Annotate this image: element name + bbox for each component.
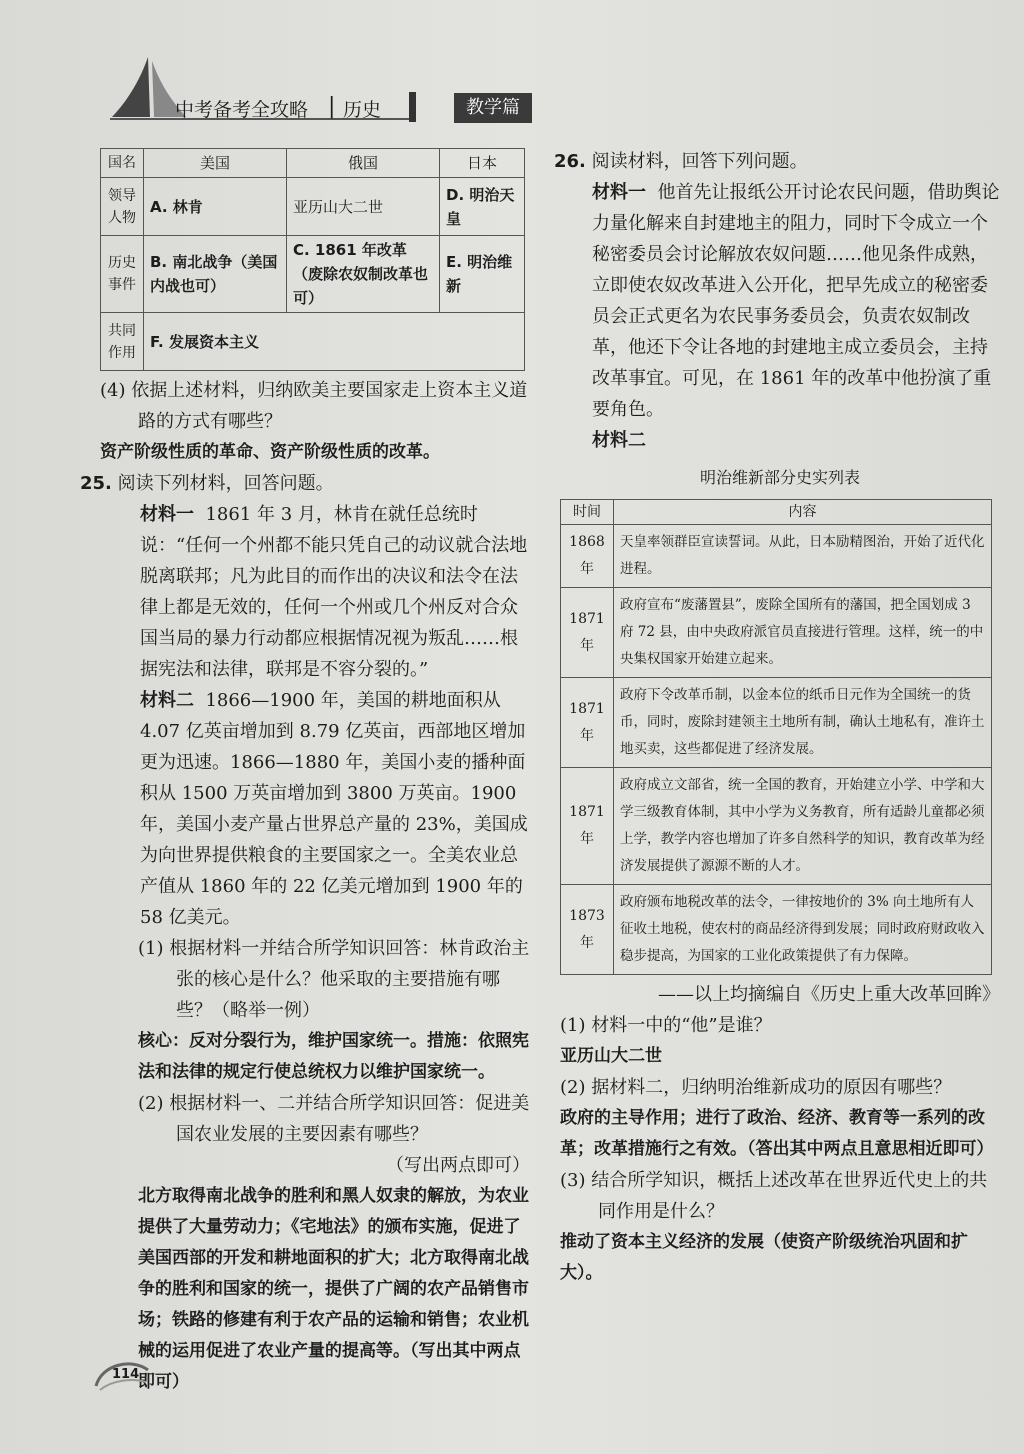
meiji-restoration-table: [560, 499, 992, 975]
table-cell: F. 发展资本主义: [144, 313, 525, 371]
table-row: [101, 313, 525, 371]
left-column: [80, 148, 530, 1398]
table-cell: 历史事件: [101, 236, 144, 313]
book-title: 中考备考全攻略: [175, 99, 309, 121]
table-row: [101, 178, 525, 236]
material-text: 1861 年 3 月，林肯在就任总统时说：“任何一个州都不能只凭自己的动议就合法地脱离联邦；凡为此目的而作出的决议和法令在法律上都是无效的，任何一个州或几个州反对合众国当局的暴力行动都应根据情况视为叛乱……根据宪法和法律，联邦是不容分裂的。”: [140, 504, 528, 680]
table-cell: 1871 年: [561, 768, 614, 885]
sub-label: (1): [138, 938, 164, 959]
answer-text: 北方取得南北战争的胜利和黑人奴隶的解放，为农业提供了大量劳动力；《宅地法》的颁布实施，促进了美国西部的开发和耕地面积的扩大；北方取得南北战争的胜利和国家的统一，提供了广阔的农产品销售市场；铁路的修建有利于农产品的运输和销售；农业机械的运用促进了农业产量的提高等。（写出其中两点即可）: [138, 1186, 529, 1392]
table-cell: 1871 年: [561, 588, 614, 678]
table-cell: 政府成立文部省，统一全国的教育，开始建立小学、中学和大学三级教育体制，其中小学为义务教育，所有适龄儿童都必须上学，教学内容也增加了许多自然科学的知识，教育改革为经济发展提供了源源不断的人才。: [614, 768, 992, 885]
table-cell: 1871 年: [561, 678, 614, 768]
note-text: （写出两点即可）: [386, 1155, 530, 1176]
question-number: 25.: [80, 473, 112, 494]
question-text: 阅读材料，回答下列问题。: [591, 151, 808, 172]
answer-text: 推动了资本主义经济的发展（使资产阶级统治巩固和扩大）。: [560, 1232, 968, 1283]
question-text: 根据材料一、二并结合所学知识回答：促进美国农业发展的主要因素有哪些？: [169, 1093, 530, 1145]
question-26-stem: [554, 146, 1000, 177]
subject-label: 历史: [343, 99, 382, 121]
table-cell: 天皇率领群臣宣读誓词。从此，日本励精图治，开始了近代化进程。: [614, 525, 992, 588]
sub-label: (3): [560, 1170, 586, 1191]
answer-text: 亚历山大二世: [560, 1046, 662, 1066]
material-1: [560, 177, 1000, 425]
source-text: ——以上均摘编自《历史上重大改革回眸》: [658, 984, 1000, 1005]
table-cell: 俄国: [287, 149, 440, 178]
material-label: 材料二: [140, 690, 194, 711]
question-text: 依据上述材料，归纳欧美主要国家走上资本主义道路的方式有哪些？: [131, 380, 528, 432]
table-row: [561, 768, 992, 885]
header-bar: [409, 92, 416, 122]
question-26-3: [560, 1165, 1000, 1227]
question-25-stem: [80, 468, 530, 499]
table-cell: 1868 年: [561, 525, 614, 588]
table-row: [561, 588, 992, 678]
material-1: [100, 499, 530, 685]
material-label: 材料一: [592, 182, 646, 203]
question-number: 26.: [554, 151, 586, 172]
material-text: 他首先让报纸公开讨论农民问题，借助舆论力量化解来自封建地主的阻力，同时下令成立一个秘密委员会讨论解放农奴问题……他见条件成熟，立即使农奴改革进入公开化，把早先成立的秘密委员会正式更名为农民事务委员会，负责农奴制改革，他还下令让各地的封建地主成立委员会，主持改革事宜。可见，在 1861 年的改革中他扮演了重要角色。: [592, 182, 1000, 420]
table-cell: E. 明治维新: [440, 236, 525, 313]
table-row: [561, 525, 992, 588]
question-26-2: [560, 1072, 1000, 1103]
table-caption: 明治维新部分史实列表: [699, 468, 860, 487]
question-text: 阅读下列材料，回答问题。: [117, 473, 334, 494]
question-26-1: [560, 1010, 1000, 1041]
table-cell: B. 南北战争（美国内战也可）: [144, 236, 287, 313]
table-cell: A. 林肯: [144, 178, 287, 236]
table-cell: 1873 年: [561, 885, 614, 975]
right-column: [554, 146, 1000, 1289]
table-cell: C. 1861 年改革（废除农奴制改革也可）: [287, 236, 440, 313]
question-text: 材料一中的“他”是谁？: [591, 1015, 772, 1036]
table-cell: 政府宣布“废藩置县”，废除全国所有的藩国，把全国划成 3 府 72 县，由中央政府派官员直接进行管理。这样，统一的中央集权国家开始建立起来。: [614, 588, 992, 678]
sub-label: (1): [560, 1015, 586, 1036]
question-text: 据材料二，归纳明治维新成功的原因有哪些？: [591, 1077, 952, 1098]
header-separator: |: [328, 94, 336, 119]
material-label: 材料一: [140, 504, 194, 525]
question-25-1: [100, 933, 530, 1026]
table-cell: 内容: [614, 500, 992, 525]
material-text: 1866—1900 年，美国的耕地面积从 4.07 亿英亩增加到 8.79 亿英亩，西部地区增加更为迅速。1866—1880 年，美国小麦的播种面积从 1500 万英亩增加到 3800 万英亩。1900 年，美国小麦产量占世界总产量的 23%，美国成为向世界提供粮食的主要国家之一。全美农业总产值从 1860 年的 22 亿美元增加到 1900 年的 58 亿美元。: [140, 690, 528, 928]
table-row: [561, 885, 992, 975]
answer-text: 核心：反对分裂行为，维护国家统一。措施：依照宪法和法律的规定行使总统权力以维护国家统一。: [138, 1031, 529, 1082]
material-2: [100, 685, 530, 933]
table-row: [561, 678, 992, 768]
page-number: 114: [112, 1367, 140, 1382]
table-cell: 美国: [144, 149, 287, 178]
table-cell: D. 明治天皇: [440, 178, 525, 236]
section-badge: 教学篇: [454, 93, 532, 123]
material-label: 材料二: [592, 430, 646, 451]
table-row: [101, 149, 525, 178]
answer-text: 资产阶级性质的革命、资产阶级性质的改革。: [100, 442, 440, 462]
table-row: [101, 236, 525, 313]
question-25-2: [100, 1088, 530, 1150]
sub-label: (2): [138, 1093, 164, 1114]
table-cell: 时间: [561, 500, 614, 525]
country-comparison-table: [100, 148, 525, 371]
table-cell: 领导人物: [101, 178, 144, 236]
sub-label: (4): [100, 380, 126, 401]
table-cell: 日本: [440, 149, 525, 178]
table-cell: 共同作用: [101, 313, 144, 371]
table-cell: 国名: [101, 149, 144, 178]
sub-label: (2): [560, 1077, 586, 1098]
answer-text: 政府的主导作用；进行了政治、经济、教育等一系列的改革；改革措施行之有效。（答出其中两点且意思相近即可）: [560, 1108, 994, 1159]
table-cell: 政府下令改革币制，以金本位的纸币日元作为全国统一的货币，同时，废除封建领主土地所有制，确认土地私有，准许土地买卖，这些都促进了经济发展。: [614, 678, 992, 768]
question-text: 根据材料一并结合所学知识回答：林肯政治主张的核心是什么？他采取的主要措施有哪些？（略举一例）: [169, 938, 530, 1021]
table-cell: 政府颁布地税改革的法令，一律按地价的 3% 向土地所有人征收土地税，使农村的商品经济得到发展；同时政府财政收入稳步提高，为国家的工业化政策提供了有力保障。: [614, 885, 992, 975]
question-24-4: [100, 375, 530, 437]
question-text: 结合所学知识，概括上述改革在世界近代史上的共同作用是什么？: [591, 1170, 988, 1222]
table-row: [561, 500, 992, 525]
table-cell: 亚历山大二世: [287, 178, 440, 236]
